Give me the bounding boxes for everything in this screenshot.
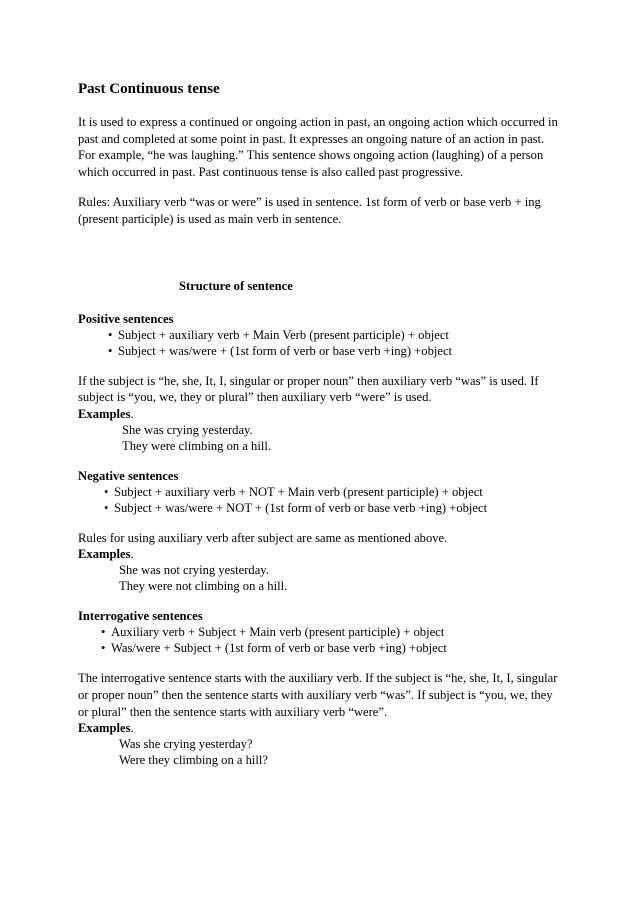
negative-rule: Rules for using auxiliary verb after subject are same as mentioned above. xyxy=(78,530,448,545)
example-sentence: She was not crying yesterday. xyxy=(119,563,269,578)
bullet-icon: • xyxy=(101,625,106,640)
example-sentence: They were not climbing on a hill. xyxy=(119,579,288,594)
page-title: Past Continuous tense xyxy=(78,81,220,97)
bullet-icon: • xyxy=(104,484,109,499)
structure-heading: Structure of sentence xyxy=(179,278,293,293)
interrogative-examples-label: Examples. xyxy=(78,721,134,736)
rules-paragraph: Rules: Auxiliary verb “was or were” is used in sentence. 1st form of verb or base verb + ing (present participle) is used as main verb in sentence. xyxy=(78,195,541,226)
list-item: • Auxiliary verb + Subject + Main verb (present participle) + object xyxy=(101,625,445,640)
example-sentence: She was crying yesterday. xyxy=(122,422,253,437)
bullet-icon: • xyxy=(104,500,109,515)
intro-paragraph: It is used to express a continued or ongoing action in past, an ongoing action which occurred in past and completed at some point in past. It expresses an ongoing nature of an action in past. For example, “he was laughing.” This sentence shows ongoing action (laughing) of a person which occurred in past. Past continuous tense is also called past progressive. xyxy=(78,115,558,179)
bullet-icon: • xyxy=(108,343,113,358)
positive-examples-label: Examples. xyxy=(78,406,134,421)
interrogative-heading: Interrogative sentences xyxy=(78,609,203,624)
document-page xyxy=(78,80,564,768)
list-item: • Subject + auxiliary verb + NOT + Main verb (present participle) + object xyxy=(104,484,483,499)
negative-heading: Negative sentences xyxy=(78,468,179,483)
interrogative-bullet-list xyxy=(78,624,564,656)
example-sentence: Was she crying yesterday? xyxy=(119,737,253,752)
interrogative-rule: The interrogative sentence starts with the auxiliary verb. If the subject is “he, she, It, I, singular or proper noun” then the sentence starts with auxiliary verb “was”. If subject is “you, we, they or plural” then the sentence starts with auxiliary verb “were”. xyxy=(78,671,558,719)
bullet-icon: • xyxy=(101,641,106,656)
positive-bullet-list xyxy=(78,327,564,359)
list-item: • Was/were + Subject + (1st form of verb or base verb +ing) +object xyxy=(101,641,447,656)
example-sentence: Were they climbing on a hill? xyxy=(119,753,269,768)
negative-bullet-list xyxy=(78,484,564,516)
list-item: • Subject + was/were + (1st form of verb or base verb +ing) +object xyxy=(108,343,453,358)
positive-rule: If the subject is “he, she, It, I, singular or proper noun” then auxiliary verb “was” is used. If subject is “you, we, they or plural” then auxiliary verb “were” is used. xyxy=(78,373,539,405)
positive-heading: Positive sentences xyxy=(78,311,174,326)
list-item: • Subject + was/were + NOT + (1st form of verb or base verb +ing) +object xyxy=(104,500,488,515)
list-item: • Subject + auxiliary verb + Main Verb (present participle) + object xyxy=(108,327,449,342)
negative-examples-label: Examples. xyxy=(78,547,134,562)
bullet-icon: • xyxy=(108,327,113,342)
example-sentence: They were climbing on a hill. xyxy=(122,438,271,453)
